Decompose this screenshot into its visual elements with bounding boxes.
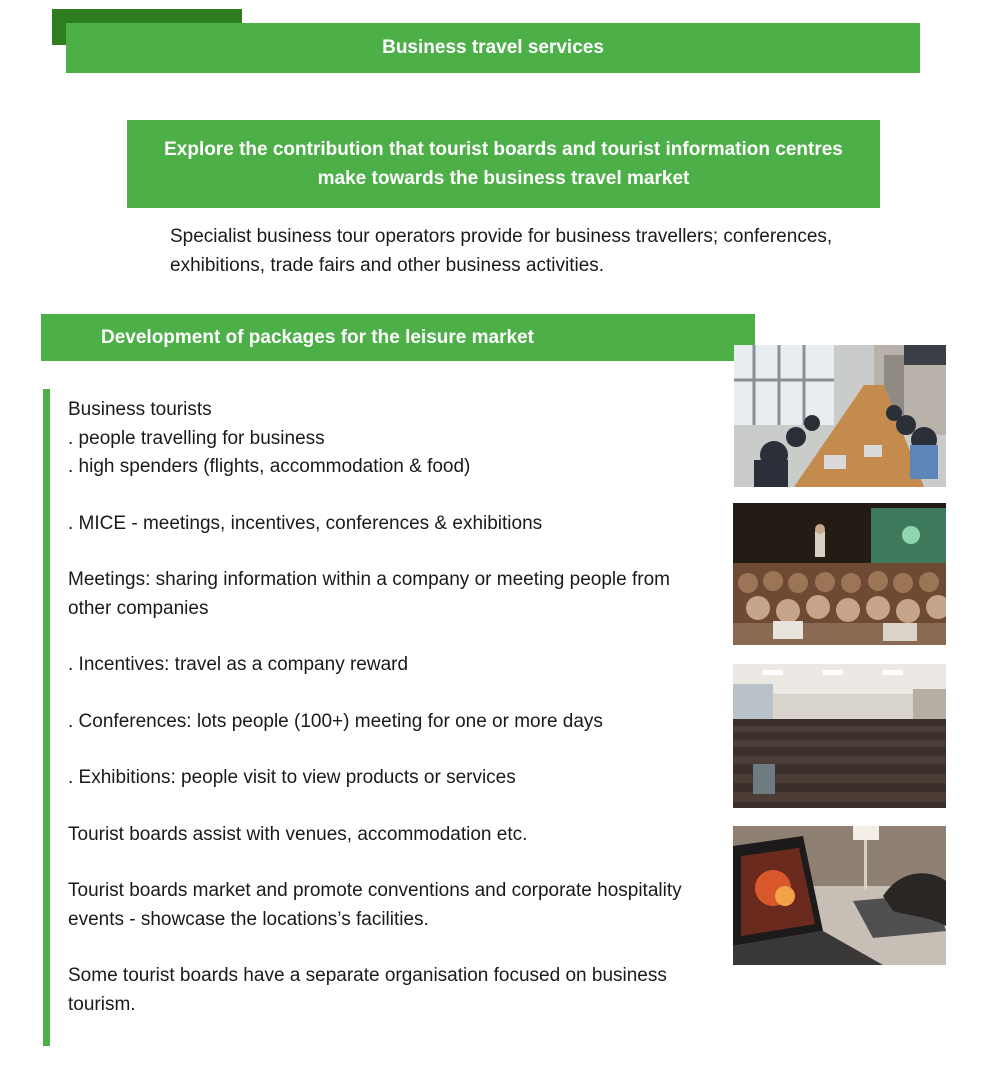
content-body bbox=[68, 396, 708, 1019]
intro-paragraph: Specialist business tour operators provide for business travellers; conferences, exhibitions, trade fairs and other business activities. bbox=[170, 226, 833, 276]
content-line: . MICE - meetings, incentives, conferences & exhibitions bbox=[68, 512, 543, 534]
content-line: Business tourists bbox=[68, 399, 212, 420]
laptop-desk-photo bbox=[733, 826, 946, 965]
objective-box bbox=[127, 120, 880, 208]
objective-text: Explore the contribution that tourist boards and tourist information centres make towards the business travel market bbox=[164, 139, 843, 189]
content-line: . Conferences: lots people (100+) meeting for one or more days bbox=[68, 710, 603, 732]
content-line: . people travelling for business bbox=[68, 427, 325, 449]
meeting-room-photo bbox=[734, 345, 946, 487]
content-line: Tourist boards assist with venues, accommodation etc. bbox=[68, 823, 528, 845]
page-title: Business travel services bbox=[382, 37, 604, 58]
content-line: . high spenders (flights, accommodation & food) bbox=[68, 456, 471, 477]
empty-auditorium-photo bbox=[733, 664, 946, 808]
section-heading-bar bbox=[41, 314, 755, 361]
content-line: Tourist boards market and promote conventions and corporate hospitality events - showcase the locations’s facilities. bbox=[68, 880, 682, 930]
accent-rule bbox=[43, 389, 50, 1046]
content-line: Some tourist boards have a separate organisation focused on business tourism. bbox=[68, 965, 667, 1015]
content-line: Meetings: sharing information within a company or meeting people from other companies bbox=[68, 569, 670, 619]
title-banner bbox=[66, 23, 920, 73]
section-heading: Development of packages for the leisure market bbox=[101, 326, 534, 348]
content-line: . Incentives: travel as a company reward bbox=[68, 654, 409, 675]
content-line: . Exhibitions: people visit to view products or services bbox=[68, 767, 516, 788]
conference-audience-photo bbox=[733, 503, 946, 645]
